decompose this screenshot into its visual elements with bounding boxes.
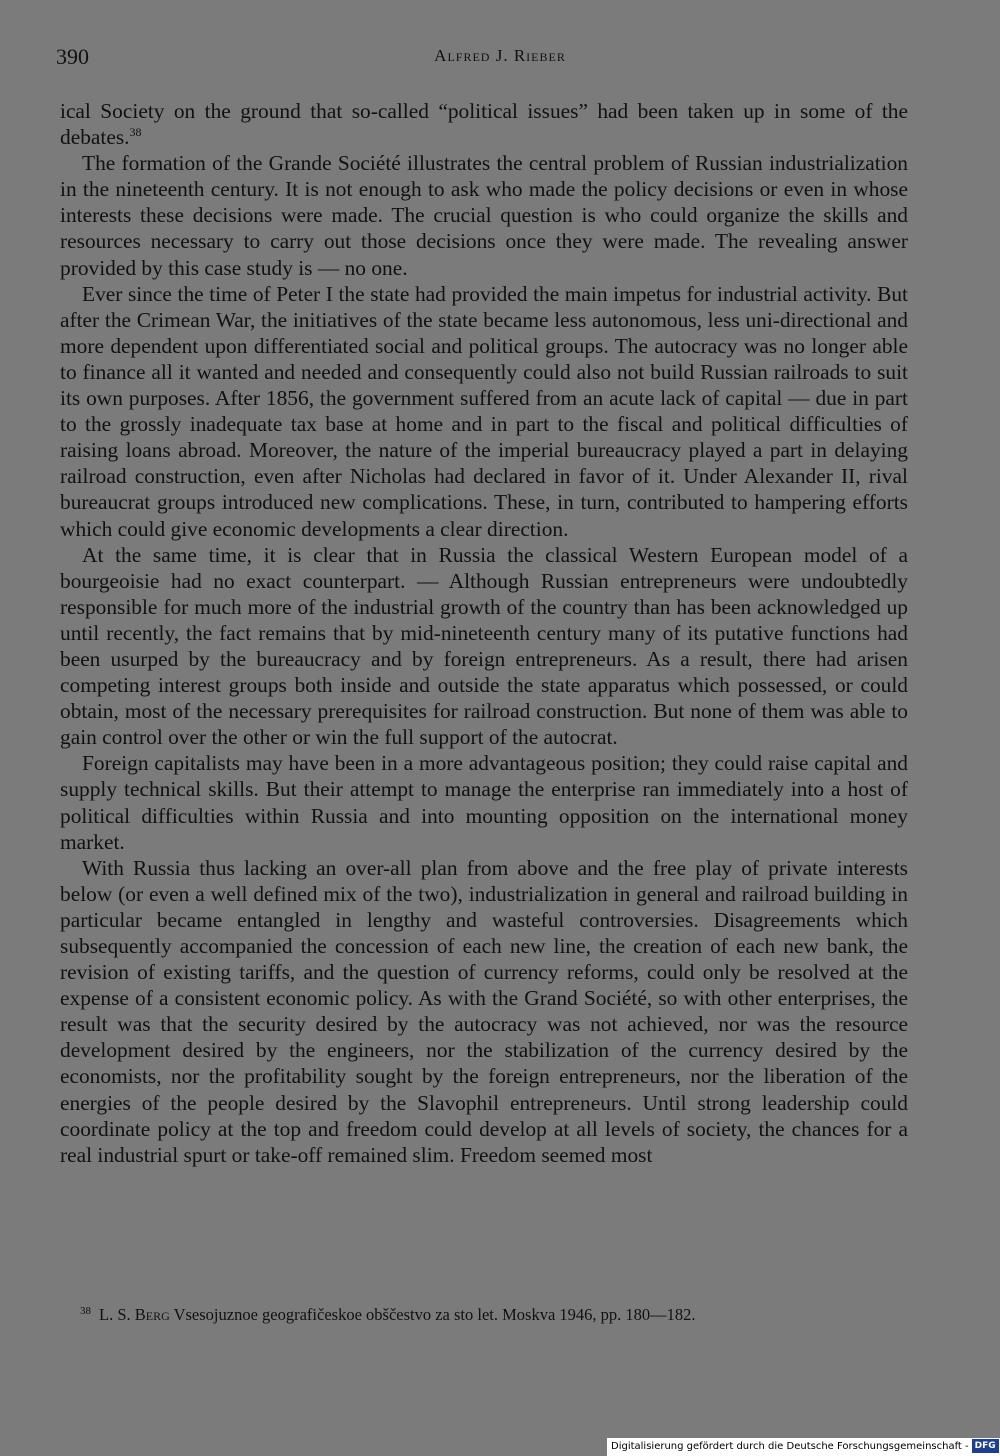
paragraph-3: Ever since the time of Peter I the state had provided the main impetus for industrial activity. But after the Crimean War, the initiatives of the state became less autonomous, less uni-directional and more dependent upon differentiated social and political groups. The autocracy was no longer able to finance all it wanted and needed and consequently could also not build Russian railroads to suit its own purposes. After 1856, the government suffered from an acute lack of capital — due in part to the grossly inadequate tax base at home and in part to the fiscal and political difficulties of raising loans abroad. Moreover, the nature of the imperial bureaucracy played a part in delaying railroad construction, even after Nicholas had declared in favor of it. Under Alexander II, rival bureaucrat groups introduced new complications. These, in turn, contributed to hampering efforts which could give economic developments a clear direction. <box>60 281 908 541</box>
paragraph-5: Foreign capitalists may have been in a more advantageous position; they could raise capital and supply technical skills. But their attempt to manage the enterprise ran immediately into a host of political difficulties within Russia and into mounting opposition on the international money market. <box>60 751 908 854</box>
body-text <box>60 98 908 1168</box>
paragraph-4: At the same time, it is clear that in Russia the classical Western European model of a bourgeoisie had no exact counterpart. — Although Russian entrepreneurs were undoubtedly responsible for much more of the industrial growth of the country than has been acknowledged up until recently, the fact remains that by mid-nineteenth century many of its putative functions had been usurped by the bureaucracy and by foreign entrepreneurs. As a result, there had arisen competing interest groups both inside and outside the state apparatus which possessed, or could obtain, most of the necessary prerequisites for railroad construction. But none of them was able to gain control over the other or win the full support of the autocrat. <box>60 542 908 750</box>
paragraph-6: With Russia thus lacking an over-all plan from above and the free play of private interests below (or even a well defined mix of the two), industrialization in general and railroad building in particular became entangled in lengthy and wasteful controversies. Disagreements which subsequently accompanied the concession of each new line, the creation of each new bank, the revision of existing tariffs, and the question of currency reforms, could only be resolved at the expense of a consistent economic policy. As with the Grand Société, so with other enterprises, the result was that the security desired by the autocracy was not achieved, nor was the resource development desired by the engineers, nor the stabilization of the currency desired by the economists, nor the profitability sought by the foreign entrepreneurs, nor the liberation of the energies of the people desired by the Slavophil entrepreneurs. Until strong leadership could coordinate policy at the top and freedom could develop at all levels of society, the chances for a real industrial spurt or take-off remained slim. Freedom seemed most <box>60 855 908 1167</box>
footnote-text: Vsesojuznoe geografičeskoe obščestvo za sto let. Moskva 1946, pp. 180—182. <box>169 1305 696 1324</box>
paragraph-2: The formation of the Grande Société illustrates the central problem of Russian industrialization in the nineteenth century. It is not enough to ask who made the policy decisions or even in whose interests these decisions were made. The crucial question is who could organize the skills and resources necessary to carry out those decisions once they were made. The revealing answer provided by this case study is — no one. <box>60 151 908 280</box>
digitization-credit-bar <box>607 1438 1000 1456</box>
page-number: 390 <box>56 44 89 69</box>
footnote-marker: 38 <box>80 1304 91 1317</box>
digitization-credit: Digitalisierung gefördert durch die Deutsche Forschungsgemeinschaft - <box>611 1441 969 1452</box>
footnote-ref-38[interactable]: 38 <box>129 124 142 139</box>
footnote-38 <box>80 1304 910 1326</box>
paragraph-1-text: ical Society on the ground that so-called “political issues” had been taken up in some of the debates. <box>60 99 908 150</box>
dfg-logo: DFG <box>972 1439 999 1453</box>
paragraph-1 <box>60 98 908 150</box>
footnote-author: L. S. Berg <box>99 1305 170 1324</box>
running-head: Alfred J. Rieber <box>434 46 566 65</box>
